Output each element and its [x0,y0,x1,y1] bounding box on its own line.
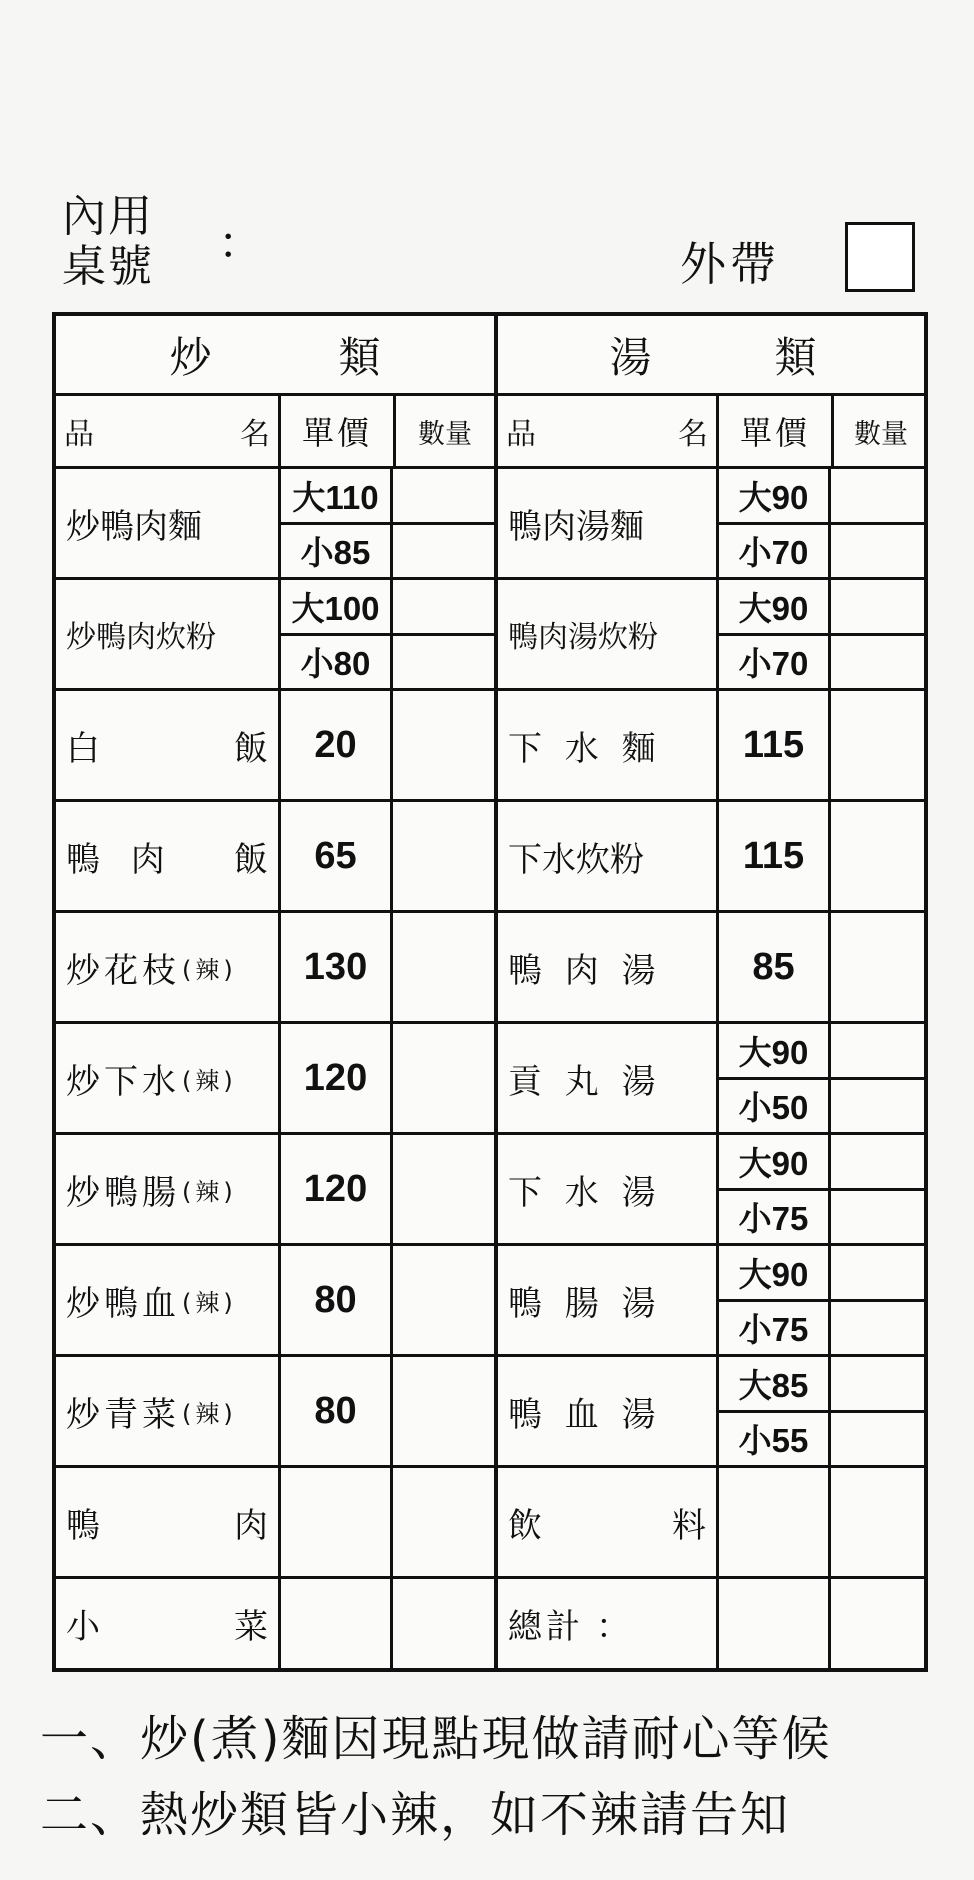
col-name-b: 名 [678,417,708,452]
item-name-a: 鴨 肉 [66,839,175,880]
section-title [498,316,928,396]
price-large: 大85 [719,1357,828,1413]
item-name [56,691,281,799]
item-name [56,802,281,910]
item-name-text: 炒下水 [66,1061,180,1102]
item-name: 貢 丸 湯 [498,1024,719,1132]
menu-row [498,1135,928,1246]
menu-row [498,913,928,1024]
section-title-a: 湯 [609,332,652,382]
col-name-a: 品 [64,417,94,452]
dual-price [719,469,831,577]
item-name: 炒鴨肉麵 [56,469,281,577]
footer-note-1: 一、炒(煮)麵因現點現做請耐心等候 [40,1711,832,1767]
price-small: 小75 [738,1311,809,1349]
item-price: 20 [281,691,393,799]
section-title-b: 類 [338,332,381,382]
qty-cells [393,580,494,688]
item-price: 65 [281,802,393,910]
qty-cell[interactable] [393,913,494,1021]
qty-cell[interactable] [831,913,928,1021]
price-large: 大100 [281,580,390,636]
item-price: 120 [281,1024,393,1132]
column-header [498,396,928,469]
menu-row [56,469,494,580]
item-name-text: 炒青菜 [66,1394,180,1435]
item-name: 下 水 湯 [498,1135,719,1243]
menu-row [498,1024,928,1135]
item-price: 130 [281,913,393,1021]
footer-note-2: 二、熱炒類皆小辣，如不辣請告知 [40,1787,791,1843]
col-name [56,396,281,466]
item-name: 鴨肉湯炊粉 [498,580,719,688]
menu-row [56,580,494,691]
qty-cells [393,469,494,577]
item-price[interactable] [281,1468,393,1576]
section-title-b: 類 [774,332,817,382]
item-name-b: 肉 [234,1505,268,1546]
item-name [56,913,281,1021]
section-title-a: 炒 [169,332,212,382]
dual-price [719,580,831,688]
price-small: 小75 [738,1200,809,1238]
takeout-checkbox[interactable] [845,222,915,292]
price-small: 小55 [738,1422,809,1460]
menu-row [498,1468,928,1579]
qty-large-cell[interactable] [831,1357,928,1413]
item-name: 下 水 麵 [498,691,719,799]
item-name-a: 鴨 [66,1505,100,1546]
spicy-mark: (辣) [182,1288,237,1317]
price-small: 小70 [738,645,809,683]
menu-row [498,1246,928,1357]
item-name-b: 飯 [234,728,268,769]
column-header [56,396,494,469]
qty-cells [831,580,928,688]
item-price[interactable] [719,1468,831,1576]
item-name-b: 菜 [234,1607,268,1647]
col-qty: 數量 [418,418,472,450]
qty-cell[interactable] [393,802,494,910]
qty-large-cell[interactable] [393,580,494,636]
menu-row [498,691,928,802]
menu-row [56,1246,494,1357]
qty-large-cell[interactable] [831,580,928,636]
qty-small-cell[interactable] [393,636,494,689]
col-price: 單價 [719,396,834,466]
qty-small-cell[interactable] [831,525,928,578]
menu-row [498,469,928,580]
menu-row [56,913,494,1024]
dual-price [281,469,393,577]
item-name-text: 炒花枝 [66,950,180,991]
item-price: 80 [281,1357,393,1465]
menu-row [56,1357,494,1468]
qty-cells [831,1357,928,1465]
total-text: 總計 [508,1607,584,1647]
item-name [56,1579,281,1668]
price-large: 大90 [719,1135,828,1191]
item-price: 115 [719,691,831,799]
qty-large-cell[interactable] [831,1246,928,1302]
dual-price [281,580,393,688]
dine-in-label: 內用 [62,191,154,242]
table-number-label: 桌號 [62,241,154,292]
header-left [62,192,154,292]
item-name [56,1024,281,1132]
item-name [56,1357,281,1465]
stir-fry-section [56,316,494,1668]
qty-cells [831,1024,928,1132]
spicy-mark: (辣) [182,1399,237,1428]
dual-price [719,1135,831,1243]
dual-price [719,1357,831,1465]
qty-cells [831,469,928,577]
menu-row [498,580,928,691]
section-title [56,316,494,396]
item-name-a: 小 [66,1607,100,1647]
qty-cell[interactable] [393,1468,494,1576]
qty-large-cell[interactable] [831,1135,928,1191]
price-small: 小70 [738,534,809,572]
menu-row [498,1357,928,1468]
item-price[interactable] [281,1579,393,1668]
qty-cell[interactable] [393,1024,494,1132]
spicy-mark: (辣) [182,1177,237,1206]
menu-row [56,691,494,802]
item-name [56,1468,281,1576]
qty-cells [831,1246,928,1354]
menu-row [498,802,928,913]
col-name [498,396,719,466]
price-large: 大90 [719,1246,828,1302]
total-price[interactable] [719,1579,831,1668]
item-name-b: 料 [672,1505,706,1546]
menu-row [56,802,494,913]
menu-row [56,1024,494,1135]
qty-cell[interactable] [831,1468,928,1576]
item-name: 鴨 腸 湯 [498,1246,719,1354]
dual-price [719,1024,831,1132]
col-name-a: 品 [506,417,536,452]
item-name: 下水炊粉 [498,802,719,910]
takeout-label: 外帶 [680,237,780,291]
dual-price [719,1246,831,1354]
item-price: 120 [281,1135,393,1243]
qty-cell[interactable] [393,1357,494,1465]
item-name: 鴨 血 湯 [498,1357,719,1465]
col-price: 單價 [281,396,396,466]
item-name: 炒鴨肉炊粉 [56,580,281,688]
price-small: 小80 [300,645,371,683]
spicy-mark: (辣) [182,1066,237,1095]
price-large: 大90 [719,1024,828,1080]
qty-cell[interactable] [393,1246,494,1354]
price-large: 大90 [719,469,828,525]
item-name-text: 炒鴨腸 [66,1172,180,1213]
header-colon: ： [218,218,262,269]
col-name-b: 名 [240,417,270,452]
total-colon: ： [596,1607,630,1647]
menu-row [498,1579,928,1668]
qty-small-cell[interactable] [831,1191,928,1244]
qty-cell[interactable] [831,691,928,799]
qty-small-cell[interactable] [831,636,928,689]
item-name [498,1468,719,1576]
spicy-mark: (辣) [182,955,237,984]
item-name-text: 炒鴨血 [66,1283,180,1324]
item-name-b: 飯 [234,839,268,880]
item-price: 85 [719,913,831,1021]
qty-cells [831,1135,928,1243]
qty-large-cell[interactable] [393,469,494,525]
qty-small-cell[interactable] [831,1413,928,1466]
qty-cell[interactable] [393,691,494,799]
menu-row [56,1468,494,1579]
qty-small-cell[interactable] [393,525,494,578]
total-label [498,1579,719,1668]
item-name: 鴨 肉 湯 [498,913,719,1021]
item-price: 115 [719,802,831,910]
price-small: 小50 [738,1089,809,1127]
item-name-a: 白 [66,728,100,769]
price-large: 大90 [719,580,828,636]
qty-small-cell[interactable] [831,1080,928,1133]
qty-cell[interactable] [831,802,928,910]
qty-small-cell[interactable] [831,1302,928,1355]
total-qty-cell[interactable] [831,1579,928,1668]
item-price: 80 [281,1246,393,1354]
order-sheet [52,312,928,1672]
price-large: 大110 [281,469,390,525]
qty-cell[interactable] [393,1135,494,1243]
menu-row [56,1135,494,1246]
col-qty: 數量 [854,418,908,450]
qty-large-cell[interactable] [831,469,928,525]
soup-section [494,316,928,1668]
item-name [56,1246,281,1354]
qty-cell[interactable] [393,1579,494,1668]
price-small: 小85 [300,534,371,572]
item-name-a: 飲 [508,1505,542,1546]
menu-row [56,1579,494,1668]
qty-large-cell[interactable] [831,1024,928,1080]
item-name: 鴨肉湯麵 [498,469,719,577]
item-name [56,1135,281,1243]
